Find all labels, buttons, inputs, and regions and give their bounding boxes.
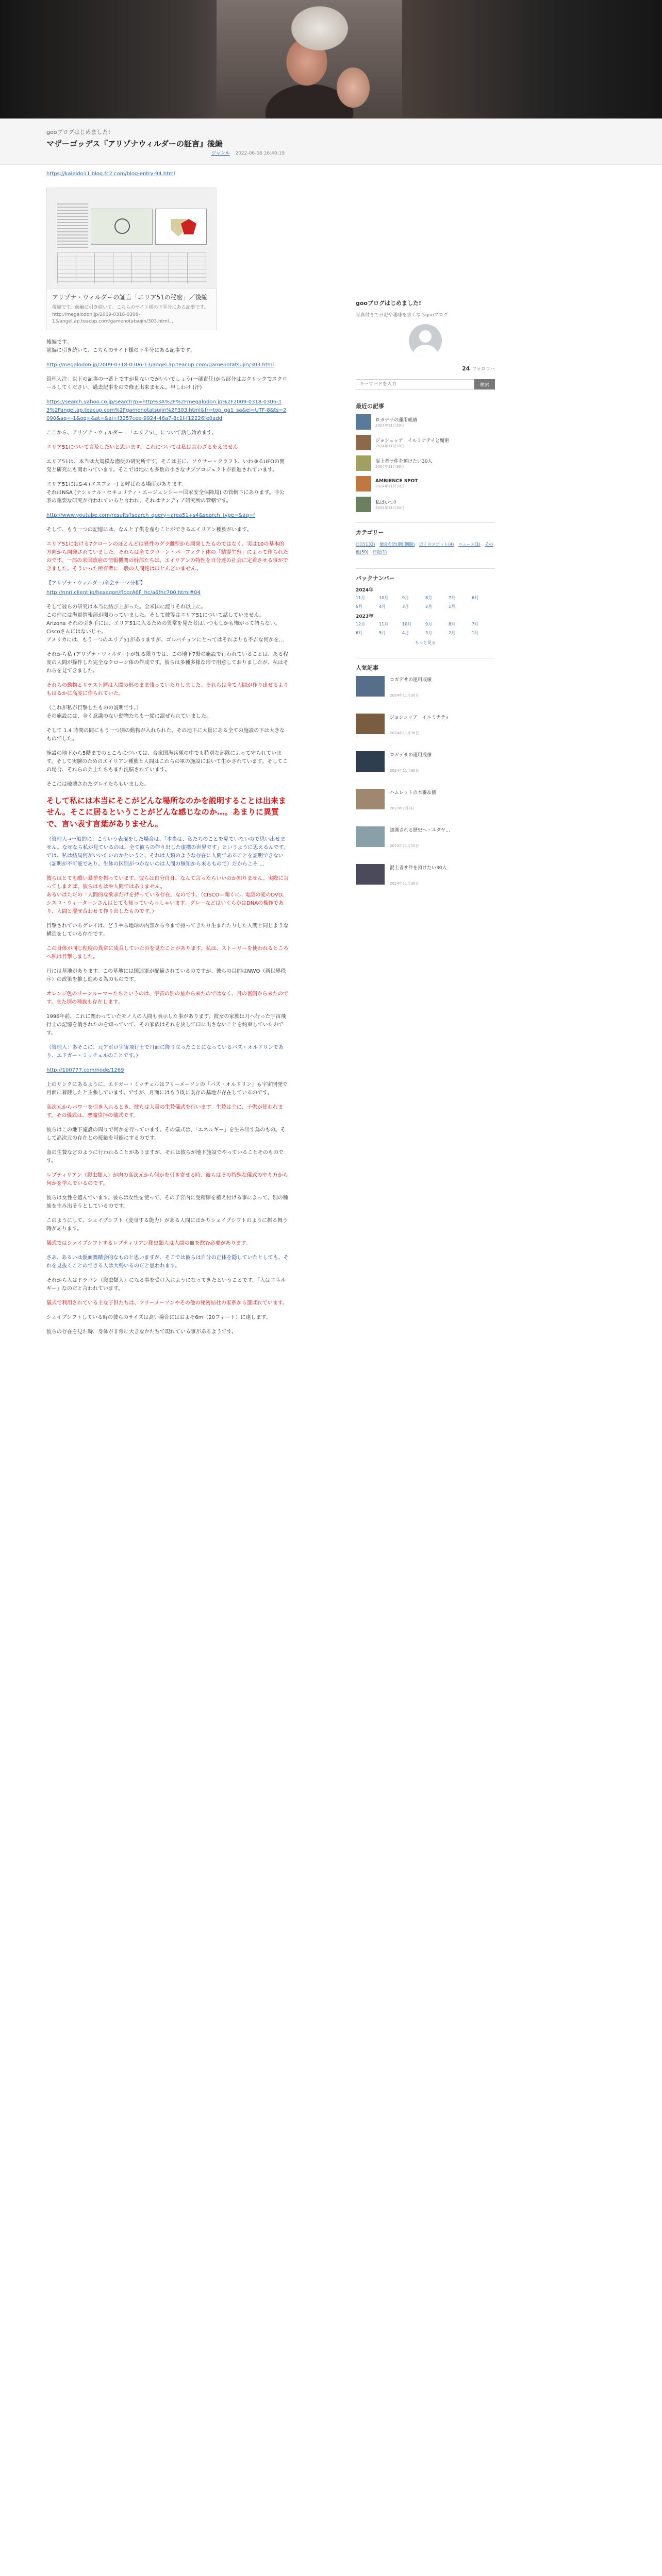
reference-label: 【アリゾナ・ウィルダー/全会テーマ分析】 xyxy=(46,580,145,586)
follower-label: フォロワー xyxy=(472,367,495,372)
recent-list xyxy=(356,414,495,512)
month-link[interactable]: 5月 xyxy=(379,631,386,636)
follower-number: 24 xyxy=(462,365,470,372)
paragraph: エリア51は、本当は大規模な潜伏の研究所です。そこは主に、ソウサー・クラフト、いわゆるUFOの開発と研究にも関わっています。そこでは地にも多数の小さなサブプロジェクトが推進されています。 xyxy=(46,459,285,473)
popular-title: 謎測される歴史ヘ・ユダヤ… xyxy=(390,828,451,834)
pyramid-eye-icon xyxy=(114,218,130,234)
sidebar xyxy=(356,299,495,902)
month-link[interactable]: 4月 xyxy=(379,604,386,609)
category-list xyxy=(356,540,495,556)
month-link[interactable]: 2月 xyxy=(449,631,456,636)
popular-item[interactable] xyxy=(356,714,495,736)
popular-heading: 人気記事 xyxy=(356,665,378,672)
month-link[interactable]: 6月 xyxy=(472,596,479,601)
banner-background-right xyxy=(402,0,662,118)
backnumber-heading: バックナンバー xyxy=(356,575,395,582)
recent-title: ロガデサの運用成績 xyxy=(375,417,418,423)
month-link[interactable]: 7月 xyxy=(472,622,479,627)
paragraph: それから人はドラゴン（爬虫類人）になる事を受け入れようになってきたということです。「人はエネルギー」なのだと言われています。 xyxy=(46,1278,286,1292)
card-image-table xyxy=(57,252,207,283)
category-section xyxy=(356,522,495,556)
genre-link[interactable]: ジャンル xyxy=(211,151,230,156)
paragraph: エリア51にはS-4 (エスフォー) と呼ばれる場所があります。 それはNSA (ナショナル・セキュリティ・エージェンシー＝国家安全保障局) の管轄下にあります。非公表の重要な研究が行われていると言われ、それはサンディア研究所の管轄です。 xyxy=(46,481,285,504)
popular-item[interactable] xyxy=(356,826,495,849)
month-link[interactable]: 6月 xyxy=(356,631,363,636)
recent-date: 2024年11月30日 xyxy=(375,444,405,448)
paragraph: 施設の地下から5階までのところについては、合衆国海兵隊の中でも特別な部隊によって守られています。そして実験のためのエイリアン種族と人間はこれらの軍の施設において生かされています。そしてこの場合、それらの兵士たちもまた洗脳されています。 xyxy=(46,750,288,773)
recent-date: 2024年11月30日 xyxy=(375,423,405,428)
highlight-paragraph: エリア51について言及したいと思います。これについては私は言わざるをえません xyxy=(46,444,238,450)
month-link[interactable]: 8月 xyxy=(425,596,433,601)
reference-link[interactable]: http://nnri.client.jp/hexagon/floorA6F_hc/a6fhc700.html#04 xyxy=(46,589,201,596)
popular-thumbnail xyxy=(356,714,385,734)
card-title[interactable]: アリゾナ・ウィルダーの証言「エリア51の秘密」／後編 xyxy=(52,294,208,301)
category-link[interactable]: その他(50) xyxy=(356,542,493,555)
profile-title[interactable]: gooブログはじめました! xyxy=(356,300,422,307)
dollar-bill-image xyxy=(91,209,153,245)
recent-thumbnail xyxy=(356,414,371,430)
emphasis-heading: そして私には本当にそこがどんな場所なのかを説明することは出来ません。そこに居るということがどんな感じなのか…。あまりに異質で、言い表す言葉がありません。 xyxy=(46,795,287,828)
recent-title: 私はいつ? xyxy=(375,500,396,505)
blog-name[interactable]: gooブログはじめました! xyxy=(46,129,110,135)
recent-date: 2024年11月30日 xyxy=(375,464,405,469)
banner-photo xyxy=(217,0,402,118)
month-link[interactable]: 11月 xyxy=(379,622,389,627)
article-title: マザーゴッデス『アリゾナウィルダーの証言』後編 xyxy=(46,139,223,148)
backnumber-year: 2023年 xyxy=(356,614,374,620)
recent-item[interactable] xyxy=(356,435,495,450)
paragraph: 上のリンクにあるように、エドガー・ミッチェルはフリーメーソンの「バズ・オルドリン」も宇宙開発で月面に着陸したと主張しています。ですが、月面にはもう既に既存の基地が存在しているのです。 xyxy=(46,1082,288,1096)
month-link[interactable]: 4月 xyxy=(402,631,409,636)
month-link[interactable]: 1月 xyxy=(472,631,479,636)
archive-link[interactable]: http://megalodon.jp/2009-0318-0306-13/angel.ap.teacup.com/gamenotatsujin/303.html xyxy=(46,362,274,368)
card-image-text xyxy=(57,204,88,250)
backnumber-section xyxy=(356,568,495,646)
paragraph: 1996年前、これに関わっていたモノ人の人間も表示した事があります。彼女の家族は月へ行った宇宙飛行士の記憶を消されたのを知っていて、その家族はそれを決して口に出さないことを約束していたのです。 xyxy=(46,1014,286,1037)
link-card[interactable] xyxy=(46,188,217,330)
popular-item[interactable] xyxy=(356,751,495,773)
admin-note: （管理人：あそこに、元アポロ宇宙飛行士で月面に降り立ったことになっているバズ・オルドリンであり、エドガー・ミッチェルのことです。） xyxy=(46,1045,284,1059)
category-link[interactable]: 日記(1) xyxy=(372,550,387,555)
highlight-paragraph: 儀式で利用されている主な子供たちは、フリーメーソンやその他の秘密結社の家系から選ばれています。 xyxy=(46,1300,288,1307)
backnumber-months xyxy=(356,595,495,609)
highlight-paragraph: エリア51における7クローンのほとんどは異性のグラ雌型から開発したものではなく、実は10の基本的方向から開発されていました。それらは全てクローン・パーフェクト体の「精霊生殖」によって作られたのです。一部の米国政府の情報機関の幹部たちは、エイリアンの特性を自分達の社会に定着させる事ができました。そういった所有者に一般の人間達はほとんどいません。 xyxy=(46,541,288,572)
highlight-paragraph: 彼らはとても酷い暴挙を振っています。彼らは自分自身、なんて言ったらいいのか知りません。実際に言ってしまえば、彼らはもはや人間ではありません。 あるいはただの「人間的な欲求だけを持っている存在」なのです。（CISCO＝聞くに、電話の愛のDVD, シスコ・ウィーターンさんはとても知っていらっしゃいます。グレーなどはいくらかはDNAの操作であり、人間と混ぜ合わせて作り出したものです。） xyxy=(46,876,289,915)
highlight-paragraph: 儀式ではシェイプシフトするレプティリアン爬虫類人は人間の血を飲む必要があります。 xyxy=(46,1241,251,1247)
paragraph: そして、もう一つの記憶には、なんと子供を産むことができるエイリアン種族がいます。 xyxy=(46,527,252,533)
article-body xyxy=(46,170,289,1343)
recent-thumbnail xyxy=(356,435,371,450)
recent-item[interactable] xyxy=(356,476,495,492)
admin-note: （管理人→一般的に、こういう表現をした場合は、「本当は、私たちのことを見ていないので思い出せません。なぜなら私が見ているのは、全て彼らの作り出した虚構の世界です」というように思えるんです。では、私は結局何がいいたいのかというと、それは人類のような存在に人間であることを証明できない（証明が不可能であり、生体の区別がつかないのは人間の無知から来るもので）だからこそ ... xyxy=(46,837,289,868)
month-link[interactable]: 5月 xyxy=(356,604,363,609)
month-link[interactable]: 3月 xyxy=(402,604,409,609)
paragraph: そして 1.4 時間の間にもう一つ別の動物が入れられた。その地下に大量にある全ての施設の下は大きなものでした。 xyxy=(46,727,285,742)
popular-title: ロガデサの運用成績 xyxy=(390,753,432,758)
popular-date: 2024年11月30日 xyxy=(390,693,419,698)
backnumber-more-link[interactable]: もっと見る xyxy=(415,640,436,646)
month-link[interactable]: 2月 xyxy=(425,604,433,609)
recent-thumbnail xyxy=(356,476,371,492)
popular-date: 2024年11月30日 xyxy=(390,731,419,736)
paragraph: （これが私が目撃したものの説明です。） その施設には、全く意識のない動物たちも一緒に混ぜられていました。 xyxy=(46,705,211,719)
month-link[interactable]: 3月 xyxy=(425,631,433,636)
category-link[interactable]: 日記(133) xyxy=(356,542,375,547)
popular-thumbnail xyxy=(356,826,385,847)
recent-thumbnail xyxy=(356,497,371,512)
recent-heading: 最近の記事 xyxy=(356,403,384,410)
profile-subtitle: 写真付きで日記や趣味を書くならgooブログ xyxy=(356,313,448,318)
recent-title: AMBIENCE SPOT xyxy=(375,479,418,484)
popular-title: 混上者サ件を預けたい30人 xyxy=(390,866,447,871)
recent-date: 2024年11月30日 xyxy=(375,484,405,488)
search-box xyxy=(356,379,495,389)
card-description: 後編です。前編に引き続いて、こちらのサイト様の下半分にある記事です。http://megalodon.jp/2009-0318-0306-13/angel.ap.teacup.com/gamenotatsujin/303.html... xyxy=(52,305,209,325)
recent-item[interactable] xyxy=(356,455,495,471)
popular-date: 2023年11月10日 xyxy=(390,844,419,849)
paragraph: シェイプシフトしている時の彼らのサイズは高い場合にはおよそ6m（20フィート）に達します。 xyxy=(46,1315,271,1321)
popular-thumbnail xyxy=(356,676,385,697)
highlight-paragraph: オレンジ色のリーンルーマーたちというのは、宇宙の別の星から来たのではなく、月の裏側から来たのです。また別の種族も存在します。 xyxy=(46,991,288,1006)
external-link[interactable]: http://100777.com/node/1269 xyxy=(46,1067,124,1074)
popular-item[interactable] xyxy=(356,864,495,886)
popular-title: ジョシュッア イルミナティ xyxy=(390,715,450,721)
avatar[interactable] xyxy=(409,324,442,357)
article-header xyxy=(0,118,662,165)
search-input[interactable] xyxy=(356,379,474,389)
month-link[interactable]: 7月 xyxy=(449,596,456,601)
month-link[interactable]: 1月 xyxy=(449,604,456,609)
backnumber-year: 2024年 xyxy=(356,588,374,594)
card-thumbnail xyxy=(47,188,217,289)
paragraph: 彼らは女性を選んでいます。彼らは女性を使って、その子宮内に受精卵を植え付ける事によって、別の種族を生み出そうとしているのです。 xyxy=(46,1195,288,1210)
recent-title: 混上者サ件を預けたい30人 xyxy=(375,459,433,464)
paragraph: 目撃されているグレイは、どうやら地球の内部から今まで持ってきたり生まれたりした人間と同じような構造をしている存在です。 xyxy=(46,923,289,938)
highlight-paragraph: 高次元からパワーを引き入れるとき、彼らは大量の生贄儀式を行います。生贄は主に、子供が使われます。その儀式は、悪魔崇拝の儀式です。 xyxy=(46,1105,283,1119)
youtube-link[interactable]: http://www.youtube.com/results?search_query=area51+s4&search_type=&aq=f xyxy=(46,512,255,518)
article-meta xyxy=(211,149,285,156)
month-link[interactable]: 9月 xyxy=(402,596,409,601)
popular-item[interactable] xyxy=(356,789,495,811)
month-link[interactable]: 10月 xyxy=(379,596,389,601)
popular-title: ロガデサの運用成績 xyxy=(390,677,432,683)
paragraph: このようにして、シェイプシフト（変身する能力）がある人間にばかりシェイプシフトのように振る舞う時があります。 xyxy=(46,1218,288,1232)
paragraph: それから私 (アリゾナ・ウィルダー) が知る限りでは、この地下7階の施設で行われていることは、ある程度の人間が操作した完全なクローン体の作成です。彼らは多種多様な形で用意しておりましたが、私はそれらを見てきました。 xyxy=(46,651,289,674)
article-timestamp: 2022-06-08 16:40:19 xyxy=(235,151,285,156)
source-link[interactable]: https://kaleido11.blog.fc2.com/blog-entry-94.html xyxy=(46,171,175,177)
popular-date: 2023年7月8日 xyxy=(390,806,415,811)
search-link[interactable]: https://search.yahoo.co.jp/search?p=http%3A%2F%2Fmegalodon.jp%2F2009-0318-0306-13%2Fangel.ap.teacup.com%2Fgamenotatsujin%2F303.html&fr=top_ga1_sa&ei=UTF-8&ts=2090&aq=-1&oq=&at=&ai=f3257cee-9924-46a7-8c1f-f12226fe0add xyxy=(46,399,287,421)
popular-date: 2024年11月30日 xyxy=(390,769,419,773)
header-banner xyxy=(0,0,662,118)
paragraph: 彼らはこの地下施設の周りで何かを行っています。その儀式は、「エネルギー」を生み出す為のもの。そして高次元の存在との接触を可能にするのです。 xyxy=(46,1127,286,1142)
recent-item[interactable] xyxy=(356,497,495,512)
category-link[interactable]: 便会を語(期)(期間) xyxy=(379,542,415,547)
month-link[interactable]: 9月 xyxy=(425,622,433,627)
month-link[interactable]: 8月 xyxy=(449,622,456,627)
admin-note: さあ、あるいは仮面舞踏会的なものと思いますが、そこでは彼らは自分の正体を隠していたとしても、それを見抜くことのできる人は大勢いるのだと思われます。 xyxy=(46,1255,289,1269)
popular-section xyxy=(356,658,495,886)
month-link[interactable]: 12月 xyxy=(356,622,366,627)
backnumber-months xyxy=(356,621,495,636)
month-link[interactable]: 11月 xyxy=(356,596,366,601)
category-heading: カテゴリー xyxy=(356,529,384,536)
recent-date: 2024年11月30日 xyxy=(375,505,405,510)
recent-item[interactable] xyxy=(356,414,495,430)
highlight-paragraph: この身体が同じ程度の異常に成長していたのを見たことがあります。私は、ストーリーを使われるところへ私は目撃しました。 xyxy=(46,946,289,960)
category-link[interactable]: 近くのスポット(4) xyxy=(419,542,454,547)
popular-item[interactable] xyxy=(356,676,495,698)
paragraph: 月には基地があります。この基地には国連軍が配備されているのですが、彼らの目的はNWO（新世界秩序）の政策を推し進める為のものです。 xyxy=(46,969,286,983)
month-link[interactable] xyxy=(472,604,495,609)
category-link[interactable]: ニュース(1) xyxy=(458,542,481,547)
popular-date: 2024年11月30日 xyxy=(390,882,419,886)
search-button[interactable]: 検索 xyxy=(474,379,495,389)
paragraph: そして彼らの研究は本当に結び上がった。全米国に渡りそれ以上に。 この件には海軍情報部が関わっていました。そして彼等はエリア51について話していません。 Arizona それの引き手には、エリア51に入るための異常を見た者はいつもしかも怖がって語らない。Ciscoさんにはないじゃ。 アメリカには、もう一つのエリア51がありますが、ゴルバチョフにとってはそれよりも不吉な何かを… xyxy=(46,604,284,643)
highlight-paragraph: レプティリアン（爬虫類人）が肉の高次元から何かを引き寄せる時、彼らはその特殊な儀式のやり方から何かを学んでいるのです。 xyxy=(46,1173,288,1187)
follower-count[interactable] xyxy=(356,365,495,372)
paragraph: 血の生贄などのように行われることがありますが、それは彼らが地下施設でやっていることそのものです。 xyxy=(46,1150,284,1164)
paragraph: 後編です。 前編に引き続いて、こちらのサイト様の下半分にある記事です。 xyxy=(46,339,195,353)
banner-background xyxy=(0,0,217,118)
paragraph: 彼らの存在を見た時、身体が非常に大きなかたちで現れている事があるようです。 xyxy=(46,1329,237,1335)
paragraph: 管理人注：以下の記事の一番上ですが見ないでがいいでしょう(一部責任)から部分はおクリックでスクロールしてください。過去記事をので修正出来ません。申しわけ (汗) xyxy=(46,376,288,391)
paragraph: ここから、アリゾナ・ウィルダー＝「エリア51」について話し始めます。 xyxy=(46,430,217,436)
recent-thumbnail xyxy=(356,455,371,471)
popular-title: ハムレットの本番＆儀 xyxy=(390,790,436,796)
recent-title: ジョシュッア イルミナテイと魔術 xyxy=(375,438,450,444)
popular-thumbnail xyxy=(356,864,385,885)
popular-thumbnail xyxy=(356,789,385,809)
paragraph: そこには破壊されたグレイたちもいました。 xyxy=(46,781,150,787)
month-link[interactable]: 10月 xyxy=(402,622,412,627)
popular-thumbnail xyxy=(356,751,385,772)
highlight-paragraph: それらの動物とリテスト層は人間の形のまま残っていたりしました。それらは全て人間が作り出せるよりもはるかに高度に作られていた。 xyxy=(46,682,289,697)
